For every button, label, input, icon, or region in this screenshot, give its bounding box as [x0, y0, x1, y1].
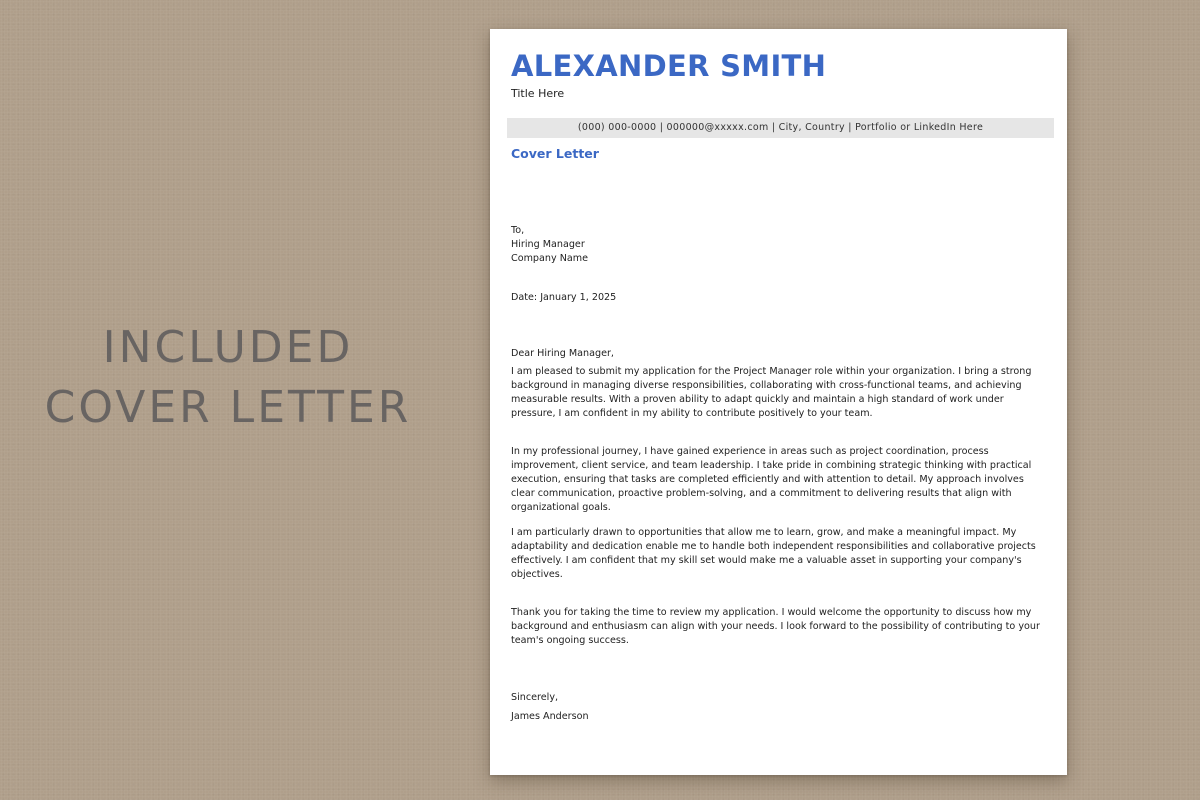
salutation: Dear Hiring Manager,	[511, 348, 614, 359]
section-title: Cover Letter	[511, 146, 599, 161]
promo-heading	[40, 318, 416, 438]
applicant-title: Title Here	[511, 87, 565, 100]
recipient-line: Company Name	[511, 253, 588, 264]
body-paragraph-2: In my professional journey, I have gained experience in areas such as project coordination, process improvement, client service, and team leadership. I take pride in combining strategic thinking with practical execution, ensuring that tasks are completed efficiently and with attention to detail. My approach involves clear communication, proactive problem-solving, and a commitment to delivering results that align with organizational goals.	[511, 446, 1032, 513]
promo-line-2: COVER LETTER	[44, 382, 412, 433]
body-paragraph-1: I am pleased to submit my application for the Project Manager role within your organization. I bring a strong background in managing diverse responsibilities, collaborating with cross-functional teams, and achieving measurable results. With a proven ability to adapt quickly and maintain a high standard of work under pressure, I am confident in my ability to contribute positively to your team.	[511, 366, 1032, 419]
body-paragraph-4: Thank you for taking the time to review my application. I would welcome the opportunity to discuss how my background and enthusiasm can align with your needs. I look forward to the possibility of contributing to your team's ongoing success.	[511, 607, 1040, 646]
recipient-line: Hiring Manager	[511, 239, 585, 250]
closing: Sincerely,	[511, 692, 559, 703]
cover-letter-page	[490, 29, 1067, 775]
applicant-name: ALEXANDER SMITH	[511, 49, 827, 83]
body-paragraph-3: I am particularly drawn to opportunities that allow me to learn, grow, and make a meaningful impact. My adaptability and dedication enable me to handle both independent responsibilities and collaborative projects effectively. I am confident that my skill set would make me a valuable asset in supporting your company's objectives.	[511, 527, 1036, 580]
recipient-block	[511, 224, 1047, 266]
recipient-line: To,	[511, 225, 525, 236]
letter-date: Date: January 1, 2025	[511, 292, 617, 303]
promo-line-1: INCLUDED	[102, 322, 354, 373]
signature-name: James Anderson	[511, 711, 589, 722]
contact-bar: (000) 000-0000 | 000000@xxxxx.com | City, Country | Portfolio or LinkedIn Here	[507, 118, 1054, 138]
